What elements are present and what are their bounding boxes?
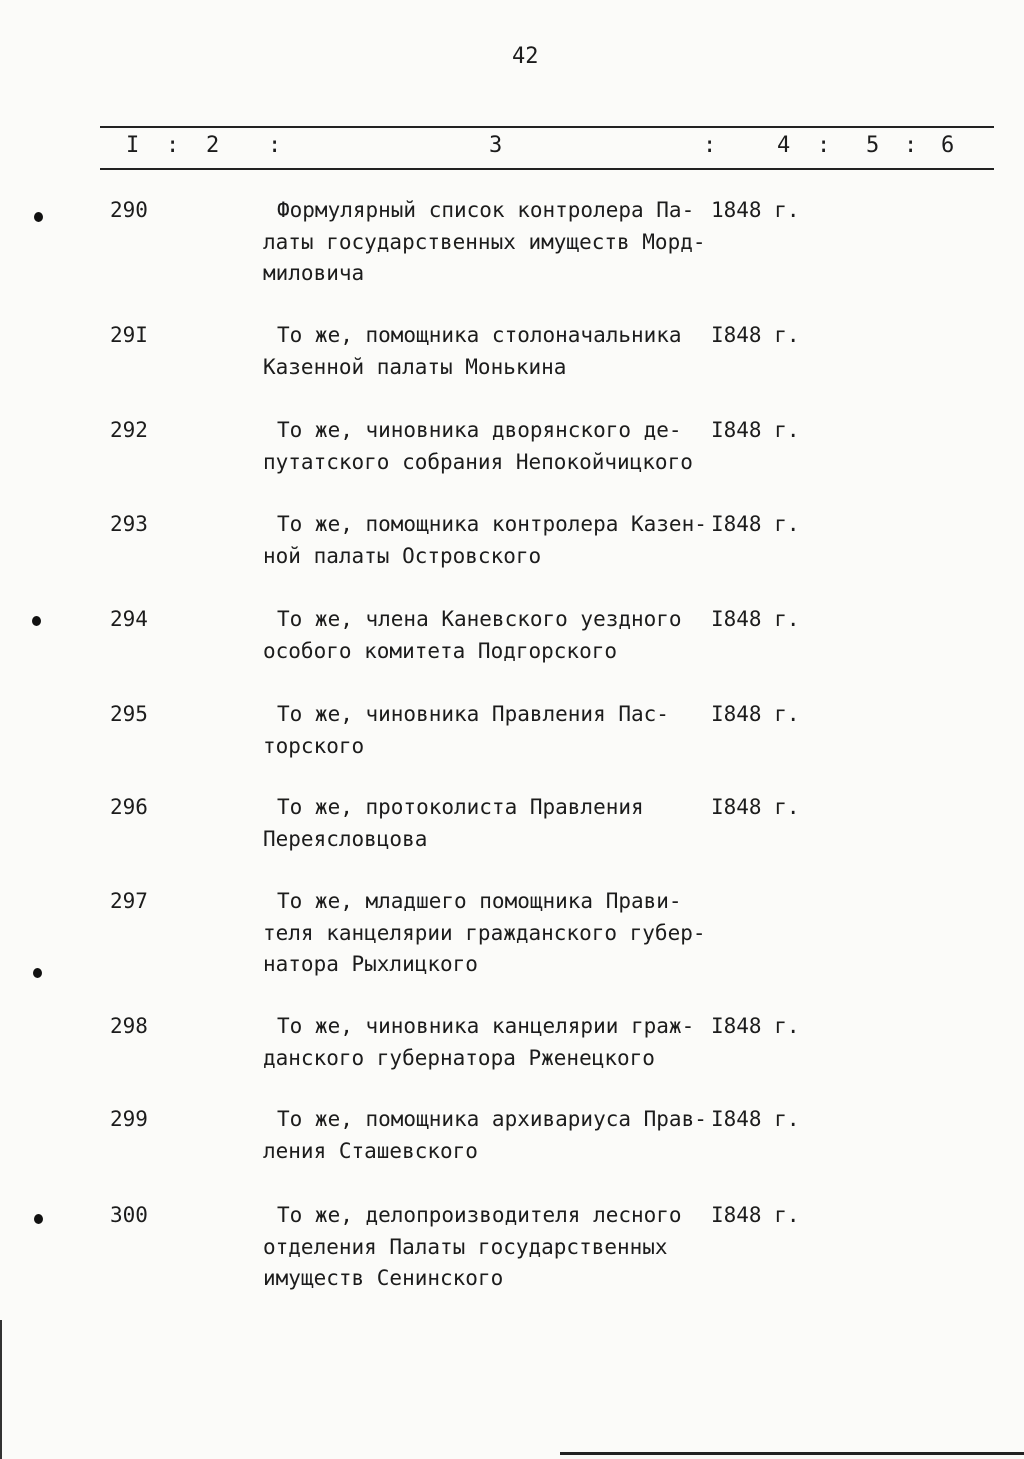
header-separator: : (904, 133, 918, 158)
entry-number: 292 (110, 418, 148, 442)
description-line: теля канцелярии гражданского губер- (263, 920, 706, 945)
entry-date: I848 г. (711, 795, 800, 819)
description-line: То же, помощника архивариуса Прав- (277, 1107, 707, 1131)
entry-date: I848 г. (711, 512, 800, 536)
header-col-1: I (126, 133, 140, 158)
entry-number: 297 (110, 889, 148, 913)
entry-description (263, 604, 723, 667)
entry-number: 29I (110, 323, 148, 347)
entry-description (263, 509, 723, 572)
description-line: натора Рыхлицкого (263, 952, 478, 976)
entry-date: I848 г. (711, 323, 800, 347)
description-line: Формулярный список контролера Па- (277, 198, 695, 222)
entry-description (263, 886, 723, 981)
description-line: имуществ Сенинского (263, 1266, 504, 1290)
header-col-5: 5 (866, 133, 880, 158)
description-line: особого комитета Подгорского (263, 638, 618, 663)
entry-description (263, 1104, 723, 1167)
entry-date: 1848 г. (711, 198, 800, 222)
entry-description (263, 195, 723, 290)
entry-description (263, 792, 723, 855)
description-line: То же, члена Каневского уездного (277, 607, 682, 631)
entry-description (263, 320, 723, 383)
description-line: То же, помощника контролера Казен- (277, 512, 707, 536)
description-line: ления Сташевского (263, 1138, 478, 1163)
description-line: данского губернатора Рженецкого (263, 1045, 655, 1070)
description-line: путатского собрания Непокойчицкого (263, 449, 693, 474)
entry-number: 293 (110, 512, 148, 536)
entry-number: 296 (110, 795, 148, 819)
entry-description (263, 699, 723, 762)
description-line: Казенной палаты Монькина (263, 354, 567, 379)
description-line: отделения Палаты государственных (263, 1234, 668, 1259)
scan-bottom-line (560, 1452, 1024, 1455)
punch-hole-mark (32, 616, 41, 626)
entry-number: 299 (110, 1107, 148, 1131)
punch-hole-mark (34, 212, 43, 222)
header-col-4: 4 (777, 133, 791, 158)
description-line: То же, младшего помощника Прави- (277, 889, 682, 913)
page-number: 42 (512, 44, 539, 69)
entry-date: I848 г. (711, 1203, 800, 1227)
header-separator: : (166, 133, 180, 158)
header-col-2: 2 (206, 133, 220, 158)
description-line: То же, помощника столоначальника (277, 323, 682, 347)
description-line: То же, чиновника дворянского де- (277, 418, 682, 442)
description-line: То же, делопроизводителя лесного (277, 1203, 682, 1227)
entry-number: 300 (110, 1203, 148, 1227)
entry-date: I848 г. (711, 702, 800, 726)
entry-number: 295 (110, 702, 148, 726)
punch-hole-mark (33, 968, 42, 978)
entry-number: 294 (110, 607, 148, 631)
entry-date: I848 г. (711, 1107, 800, 1131)
header-separator: : (268, 133, 282, 158)
entry-number: 298 (110, 1014, 148, 1038)
description-line: То же, протоколиста Правления (277, 795, 644, 819)
header-separator: : (817, 133, 831, 158)
description-line: Переясловцова (263, 826, 428, 851)
header-separator: : (703, 133, 717, 158)
entry-date: I848 г. (711, 1014, 800, 1038)
entry-description (263, 1011, 723, 1074)
header-col-6: 6 (941, 133, 955, 158)
scan-edge-line (0, 1320, 2, 1459)
entry-description (263, 1200, 723, 1295)
description-line: То же, чиновника Правления Пас- (277, 702, 669, 726)
description-line: миловича (263, 261, 365, 285)
entry-description (263, 415, 723, 478)
entry-number: 290 (110, 198, 148, 222)
header-col-3: 3 (489, 133, 503, 158)
entry-date: I848 г. (711, 418, 800, 442)
entry-date: I848 г. (711, 607, 800, 631)
description-line: ной палаты Островского (263, 543, 542, 568)
punch-hole-mark (34, 1214, 43, 1224)
description-line: торского (263, 733, 365, 758)
description-line: латы государственных имуществ Морд- (263, 229, 706, 254)
description-line: То же, чиновника канцелярии граж- (277, 1014, 695, 1038)
